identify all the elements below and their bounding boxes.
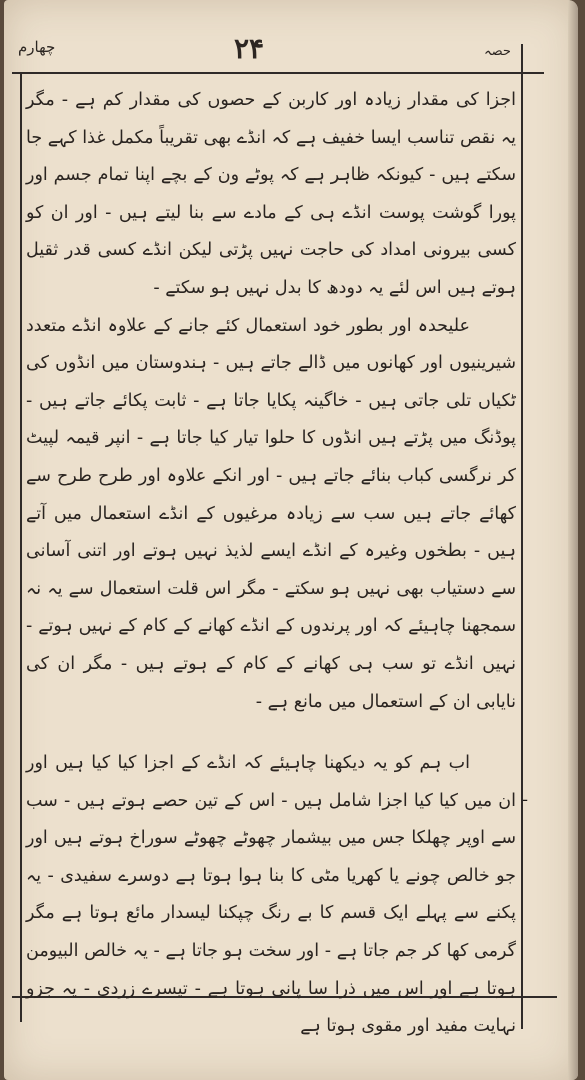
right-margin-rule [521, 44, 523, 1029]
header-right-label: حصہ [484, 44, 511, 59]
header-left-label: چهارم [18, 38, 56, 56]
paragraph-3: اب ہم کو یہ دیکھنا چاہیئے کہ انڈے کے اجزا کیا کیا ہیں اور ان میں کیا کیا اجزا شامل ہیں - اس کے تین حصے ہوتے ہیں - سب سے اوپر چھلکا جس میں بیشمار چھوٹے چھوٹے سوراخ ہوتے ہیں اور جو خالص چونے یا کھریا مٹی کا بنا ہوا ہوتا ہے دوسرے سفیدی - یہ پکنے سے پہلے ایک قسم کا بے رنگ چپکنا لیسدار مائع ہوتا ہے مگر گرمی کھا کر جم جاتا ہے - اور سخت ہو جاتا ہے - یہ خالص البیومن ہوتا ہے اور اس میں ذرا سا پانی ہوتا ہے - تیسرے زردی - یہ جزو نہایت مفید اور مقوی ہوتا ہے [26, 753, 516, 1037]
paragraph-1: اجزا کی مقدار زیادہ اور کاربن کے حصوں کی مقدار کم ہے - مگر یہ نقص تناسب ایسا خفیف ہے کہ انڈے بھی تقریباً مکمل غذا کہے جا سکتے ہیں - کیونکہ ظاہر ہے کہ پوٹے ون کے بچے اپنا تمام جسم اور پورا گوشت پوست انڈے ہی کے مادے سے بنا لیتے ہیں - اور ان کو کسی بیرونی امداد کی حاجت نہیں پڑتی لیکن انڈے کسی قدر ثقیل ہوتے ہیں اس لئے یہ دودھ کا بدل نہیں ہو سکتے - [26, 90, 516, 298]
page-number: ۲۴ [234, 32, 265, 65]
left-margin-rule [20, 72, 22, 1022]
page-body [26, 82, 516, 1046]
paragraph-2: علیحدہ اور بطور خود استعمال کئے جانے کے علاوہ انڈے متعدد شیرینیوں اور کھانوں میں ڈالے جاتے ہیں - ہندوستان میں انڈوں کی ٹکیاں تلی جاتی ہیں - خاگینہ پکایا جاتا ہے - ثابت پکائے جاتے ہیں - پوڈنگ میں پڑتے ہیں انڈوں کا حلوا تیار کیا جاتا ہے - انپر قیمہ لپیٹ کر نرگسی کباب بنائے جاتے ہیں - اور انکے علاوہ اور طرح طرح سے کھائے جاتے ہیں سب سے زیادہ مرغیوں کے انڈے استعمال میں آتے ہیں - بطخوں وغیرہ کے انڈے ایسے لذیذ نہیں ہوتے اور اتنی آسانی سے دستیاب بھی نہیں ہو سکتے - مگر اس قلت استعمال سے یہ نہ سمجھنا چاہیئے کہ اور پرندوں کے انڈے کھانے کے کام کے نہیں ہوتے - نہیں انڈے تو سب ہی کھانے کے کام کے ہوتے ہیں - مگر ان کی نایابی ان کے استعمال میں مانع ہے - [26, 315, 516, 712]
book-page [4, 0, 578, 1080]
margin-ink-mark: ـ [523, 789, 528, 805]
page-edge [568, 0, 578, 1080]
header-rule [12, 72, 544, 74]
